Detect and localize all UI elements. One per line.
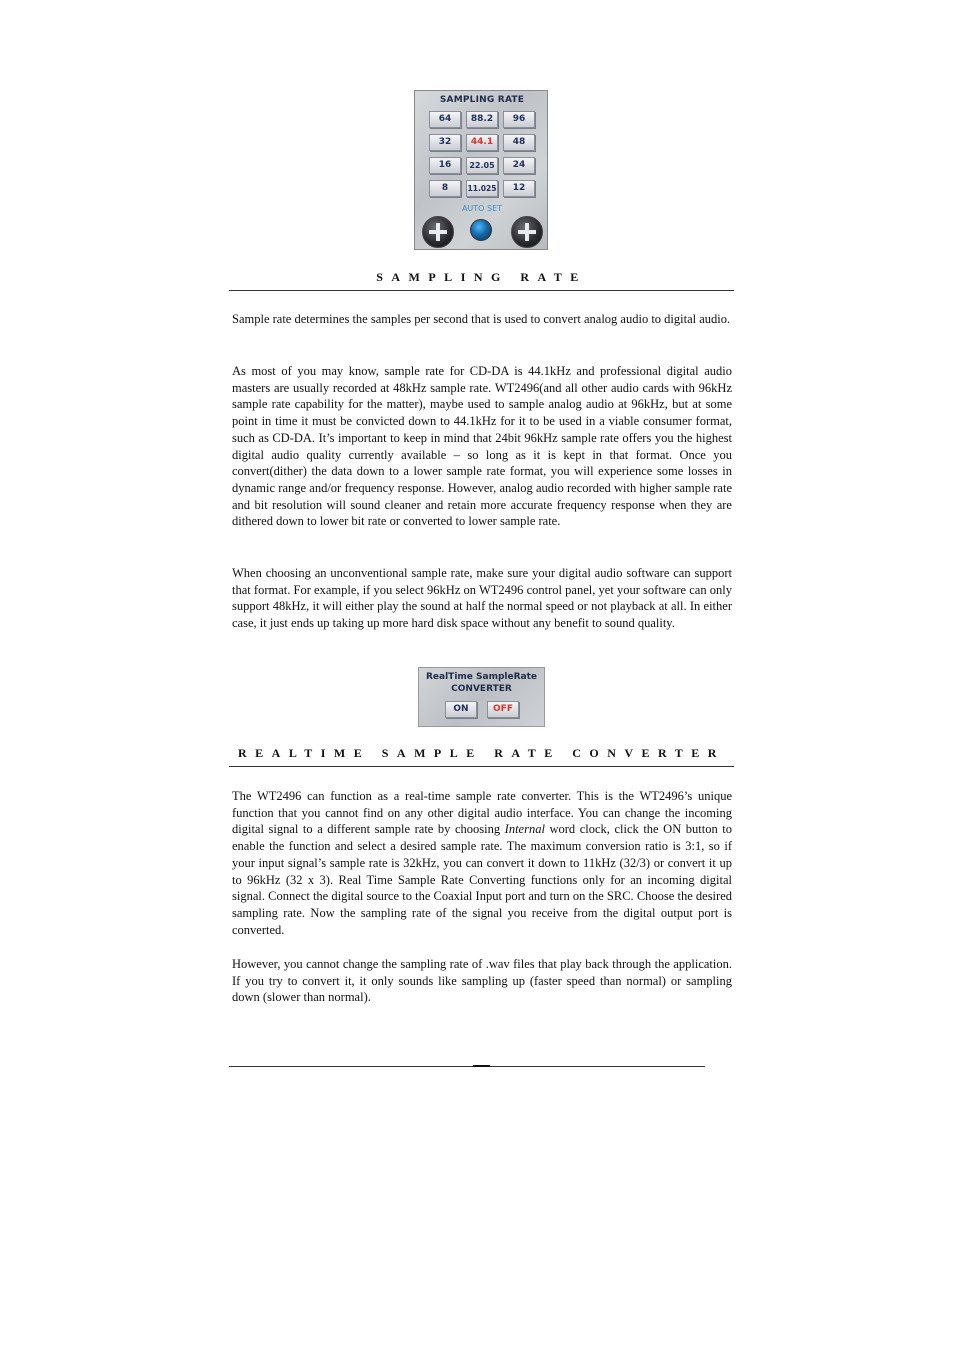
paragraph: Sample rate determines the samples per second that is used to convert analog audio to digital audio. [232, 312, 731, 326]
rate-button-44-1[interactable]: 44.1 [466, 134, 498, 151]
section-heading-realtime-src: REALTIME SAMPLE RATE CONVERTER [238, 746, 725, 760]
src-panel-title-line1: RealTime SampleRate [425, 672, 537, 682]
src-panel-title-line2: CONVERTER [451, 684, 512, 694]
paragraph: When choosing an unconventional sample rate, make sure your digital audio software can support that format. For example, if you select 96kHz on WT2496 control panel, yet your software can only support 48kHz, it will either play the sound at half the normal speed or not playback at all. In either case, it just ends up taking up more hard disk space without any benefit to sound quality. [232, 566, 732, 631]
rate-button-96[interactable]: 96 [503, 111, 535, 128]
sampling-rate-panel [414, 90, 548, 250]
section-heading-sampling-rate: SAMPLING RATE [376, 270, 587, 284]
rate-button-64[interactable]: 64 [429, 111, 461, 128]
emphasis-internal: Internal [504, 822, 545, 837]
rate-button-22-05[interactable]: 22.05 [466, 157, 498, 174]
paragraph: However, you cannot change the sampling rate of .wav files that play back through the application. If you try to convert it, it only sounds like sampling up (faster speed than normal) or sampling down (slower than normal). [232, 957, 732, 1005]
auto-set-button[interactable] [470, 219, 492, 241]
section-divider [229, 290, 734, 291]
paragraph-text: word clock, click the ON button to enable the function and select a desired sample rate. The maximum conversion ratio is 3:1, so if your input signal’s sample rate is 32kHz, you can convert it down to 11kHz (32/3) or convert it up to 96kHz (32 x 3). Real Time Sample Rate Converting functions only for an incoming digital signal. Connect the digital source to the Coaxial Input port and turn on the SRC. Choose the desired sampling rate. Now the sampling rate of the signal you receive from the digital output port is converted. [232, 822, 732, 937]
rate-button-11-025[interactable]: 11.025 [466, 180, 498, 197]
src-off-button[interactable]: OFF [487, 701, 519, 718]
decrease-knob-icon[interactable] [422, 216, 454, 248]
rate-button-88-2[interactable]: 88.2 [466, 111, 498, 128]
rate-button-32[interactable]: 32 [429, 134, 461, 151]
rate-button-12[interactable]: 12 [503, 180, 535, 197]
src-converter-panel [418, 667, 545, 727]
paragraph: As most of you may know, sample rate for CD-DA is 44.1kHz and professional digital audio masters are usually recorded at 48kHz sample rate. WT2496(and all other audio cards with 96kHz sample rate capability for the matter), maybe used to sample analog audio at 96kHz, but at some point in time it must be convicted down to 44.1kHz for it to be used in a viable consumer format, such as CD-DA. It’s important to keep in mind that 24bit 96kHz sample rate offers you the highest digital audio quality currently available – so long as it is kept in that format. Once you convert(dither) the data down to a lower sample rate format, you will experience some losses in dynamic range and/or frequency response. However, analog audio recorded with higher sample rate and bit resolution will sound cleaner and retain more accurate frequency response when they are dithered down to lower bit rate or converted to lower sample rate. [232, 364, 732, 529]
section-divider [229, 766, 734, 767]
src-panel-title [419, 671, 544, 695]
rate-button-24[interactable]: 24 [503, 157, 535, 174]
src-on-button[interactable]: ON [445, 701, 477, 718]
paragraph [232, 788, 732, 938]
sampling-rate-panel-title: SAMPLING RATE [439, 95, 525, 105]
rate-button-16[interactable]: 16 [429, 157, 461, 174]
paragraph-text: The WT2496 can function as a real-time sample rate converter. This is the WT2496’s unique function that you cannot find on any other digital audio interface. You can change the incoming digital signal to a different sample rate by choosing [232, 789, 732, 837]
increase-knob-icon[interactable] [511, 216, 543, 248]
footer-divider [229, 1066, 705, 1067]
page-number-mark [473, 1065, 490, 1067]
auto-set-label: AUTO SET [461, 204, 503, 213]
rate-button-48[interactable]: 48 [503, 134, 535, 151]
rate-button-8[interactable]: 8 [429, 180, 461, 197]
